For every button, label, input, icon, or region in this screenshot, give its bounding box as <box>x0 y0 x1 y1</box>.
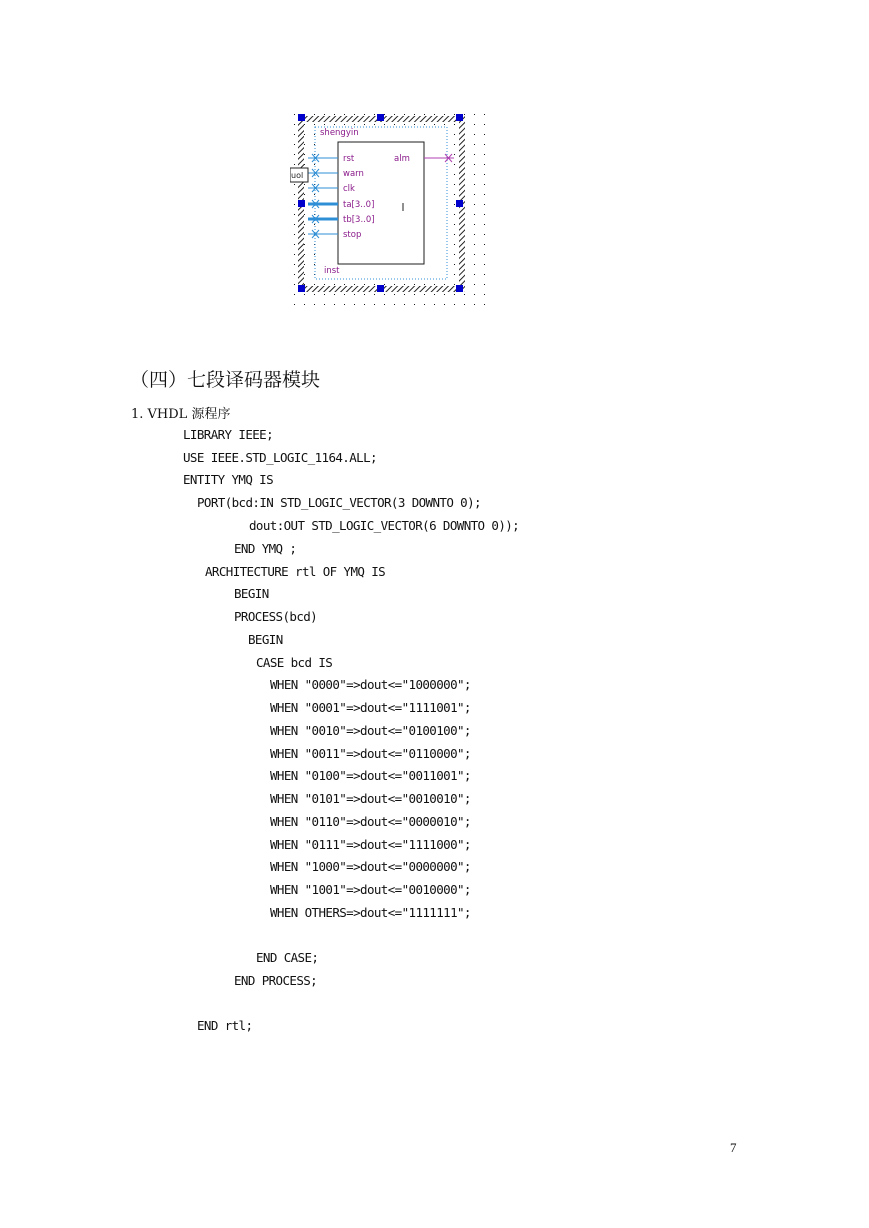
pin-label-warn: warn <box>343 169 364 179</box>
code-line: WHEN "1000"=>dout<="0000000"; <box>270 859 471 874</box>
code-line: WHEN "0110"=>dout<="0000010"; <box>270 814 471 829</box>
instance-name: inst <box>324 266 340 276</box>
code-line: END CASE; <box>256 950 319 965</box>
code-line: END YMQ ; <box>234 541 297 556</box>
page-number: 7 <box>730 1140 737 1155</box>
pin-label-ta: ta[3..0] <box>343 200 375 210</box>
code-line: WHEN "1001"=>dout<="0010000"; <box>270 882 471 897</box>
section-title: （四）七段译码器模块 <box>130 369 321 391</box>
code-line: WHEN "0010"=>dout<="0100100"; <box>270 723 471 738</box>
code-line: WHEN "0011"=>dout<="0110000"; <box>270 746 471 761</box>
pin-label-stop: stop <box>343 230 362 240</box>
code-line: END PROCESS; <box>234 973 318 988</box>
pin-label-tb: tb[3..0] <box>343 215 375 225</box>
pin-label-clk: clk <box>343 184 355 194</box>
code-line: BEGIN <box>248 632 283 647</box>
code-line: LIBRARY IEEE; <box>183 427 274 442</box>
code-line: CASE bcd IS <box>256 655 333 670</box>
code-line: dout:OUT STD_LOGIC_VECTOR(6 DOWNTO 0)); <box>249 518 520 533</box>
code-line: USE IEEE.STD_LOGIC_1164.ALL; <box>183 450 377 465</box>
block-name: shengyin <box>320 128 359 138</box>
sub-title: 1. VHDL 源程序 <box>131 407 231 422</box>
code-line: ENTITY YMQ IS <box>183 472 274 487</box>
pin-label-alm: alm <box>394 154 410 164</box>
code-line: WHEN "0101"=>dout<="0010010"; <box>270 791 471 806</box>
schematic-figure[interactable] <box>290 110 485 308</box>
code-line: WHEN OTHERS=>dout<="1111111"; <box>270 905 471 920</box>
code-line: BEGIN <box>234 586 269 601</box>
pin-label-rst: rst <box>343 154 355 164</box>
schematic-svg <box>290 110 485 308</box>
code-line: PROCESS(bcd) <box>234 609 318 624</box>
code-line: PORT(bcd:IN STD_LOGIC_VECTOR(3 DOWNTO 0); <box>197 495 481 510</box>
code-line: ARCHITECTURE rtl OF YMQ IS <box>205 564 386 579</box>
code-line: WHEN "0001"=>dout<="1111001"; <box>270 700 471 715</box>
code-line: WHEN "0100"=>dout<="0011001"; <box>270 768 471 783</box>
left-stub-label: uol <box>291 171 304 180</box>
code-line: WHEN "0000"=>dout<="1000000"; <box>270 677 471 692</box>
code-line: END rtl; <box>197 1018 253 1033</box>
code-line: WHEN "0111"=>dout<="1111000"; <box>270 837 471 852</box>
